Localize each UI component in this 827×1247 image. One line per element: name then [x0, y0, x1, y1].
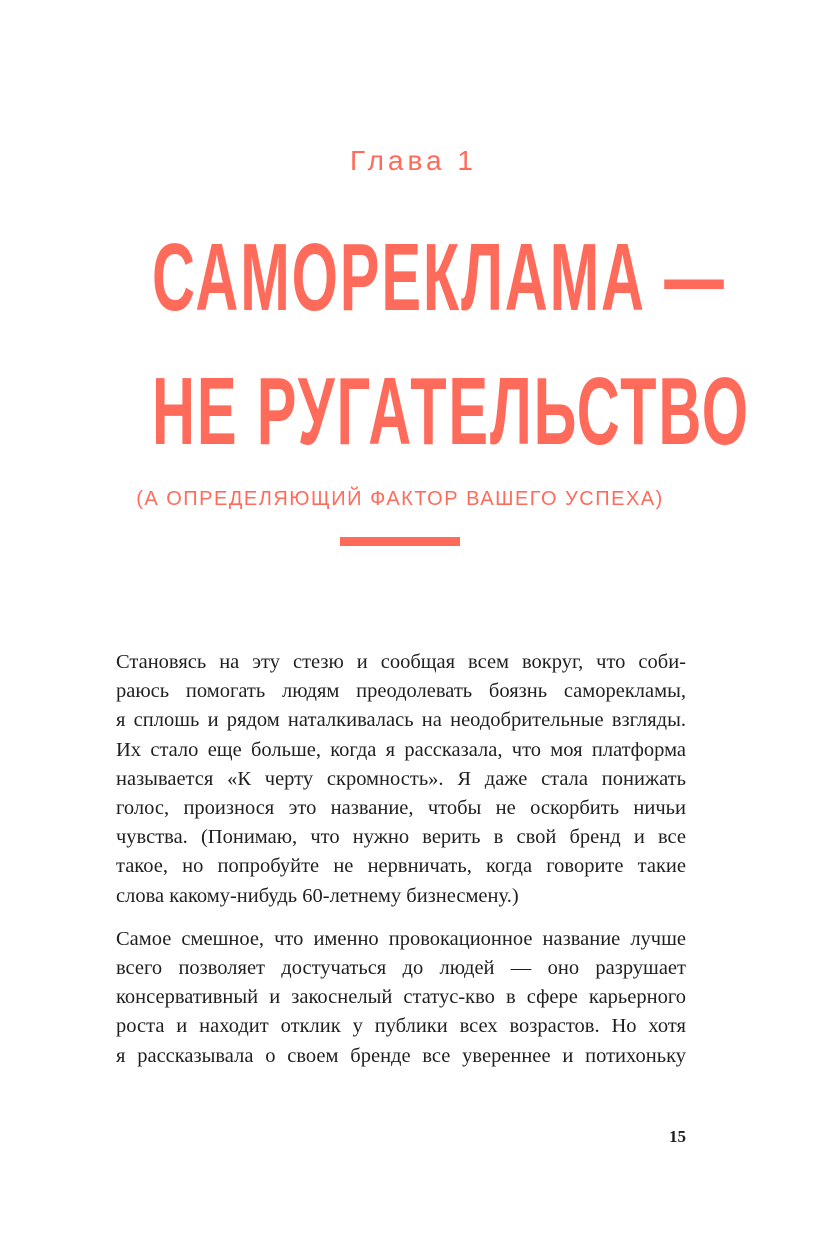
text-line: я рассказывала о своем бренде все увереннее и потихоньку [116, 1044, 686, 1067]
chapter-subtitle: (А ОПРЕДЕЛЯЮЩИЙ ФАКТОР ВАШЕГО УСПЕХА) [136, 488, 664, 510]
text-line: слова какому-нибудь 60-летнему бизнесмену.) [116, 884, 519, 907]
paragraph-2 [116, 925, 686, 1071]
text-line: раюсь помогать людям преодолевать боязнь саморекламы, [116, 680, 686, 703]
text-line: консервативный и закоснелый статус-кво в сфере карьерного [116, 986, 686, 1009]
text-line: чувства. (Понимаю, что нужно верить в свой бренд и все [116, 826, 686, 849]
body-text [116, 648, 686, 1085]
page-number: 15 [669, 1127, 686, 1146]
paragraph-1 [116, 648, 686, 911]
text-line: такое, но попробуйте не нервничать, когда говорите такие [116, 855, 686, 878]
text-line: Самое смешное, что именно провокационное название лучше [116, 927, 686, 950]
text-line: называется «К черту скромность». Я даже стала понижать [116, 767, 686, 790]
text-line: голос, произнося это название, чтобы не оскорбить ничьи [116, 797, 686, 820]
chapter-title-line-1: САМОРЕКЛАМА — [152, 224, 726, 331]
title-divider [340, 537, 460, 546]
text-line: роста и находит отклик у публики всех возрастов. Но хотя [116, 1015, 686, 1038]
text-line: Становясь на эту стезю и сообщая всем вокруг, что соби- [116, 651, 686, 673]
chapter-title-line-2: НЕ РУГАТЕЛЬСТВО [152, 358, 750, 465]
text-line: Их стало еще больше, когда я рассказала, что моя платформа [116, 738, 686, 761]
chapter-label: Глава 1 [350, 145, 477, 176]
text-line: всего позволяет достучаться до людей — оно разрушает [116, 957, 686, 980]
text-line: я сплошь и рядом наталкивалась на неодобрительные взгляды. [116, 709, 686, 732]
